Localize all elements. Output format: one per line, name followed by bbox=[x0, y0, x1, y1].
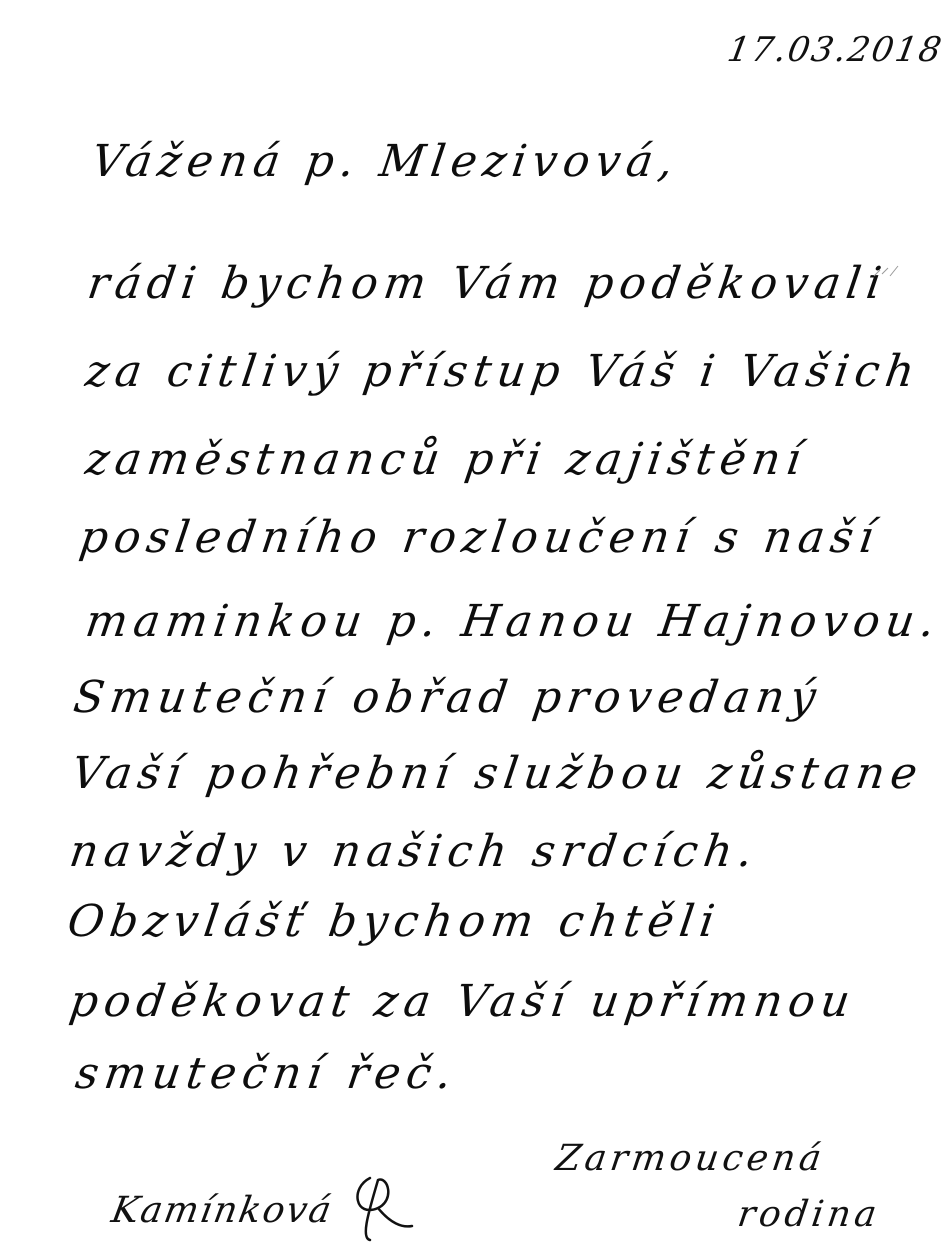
ink-smudge bbox=[872, 262, 902, 282]
body-line: zaměstnanců při zajištění bbox=[82, 434, 811, 485]
body-line: rádi bychom Vám poděkovali bbox=[84, 258, 891, 309]
letter-date: 17.03.2018 bbox=[724, 30, 946, 70]
signature-name: Kamínková bbox=[108, 1190, 337, 1231]
signature-scribble bbox=[340, 1168, 420, 1243]
body-line: maminkou p. Hanou Hajnovou. bbox=[82, 596, 944, 647]
body-line: smuteční řeč. bbox=[72, 1048, 461, 1099]
closing-line: rodina bbox=[735, 1194, 883, 1235]
body-line: Obzvlášť bychom chtěli bbox=[64, 896, 724, 947]
body-line: Smuteční obřad provedaný bbox=[70, 672, 825, 723]
body-line: navždy v našich srdcích. bbox=[66, 826, 762, 877]
closing-line: Zarmoucená bbox=[553, 1138, 828, 1179]
body-line: poděkovat za Vaší upřímnou bbox=[66, 976, 859, 1027]
body-line: za citlivý přístup Váš i Vašich bbox=[82, 346, 924, 397]
body-line: Vaší pohřební službou zůstane bbox=[68, 748, 927, 799]
salutation: Vážená p. Mlezivová, bbox=[88, 136, 683, 187]
body-line: posledního rozloučení s naší bbox=[76, 512, 883, 563]
